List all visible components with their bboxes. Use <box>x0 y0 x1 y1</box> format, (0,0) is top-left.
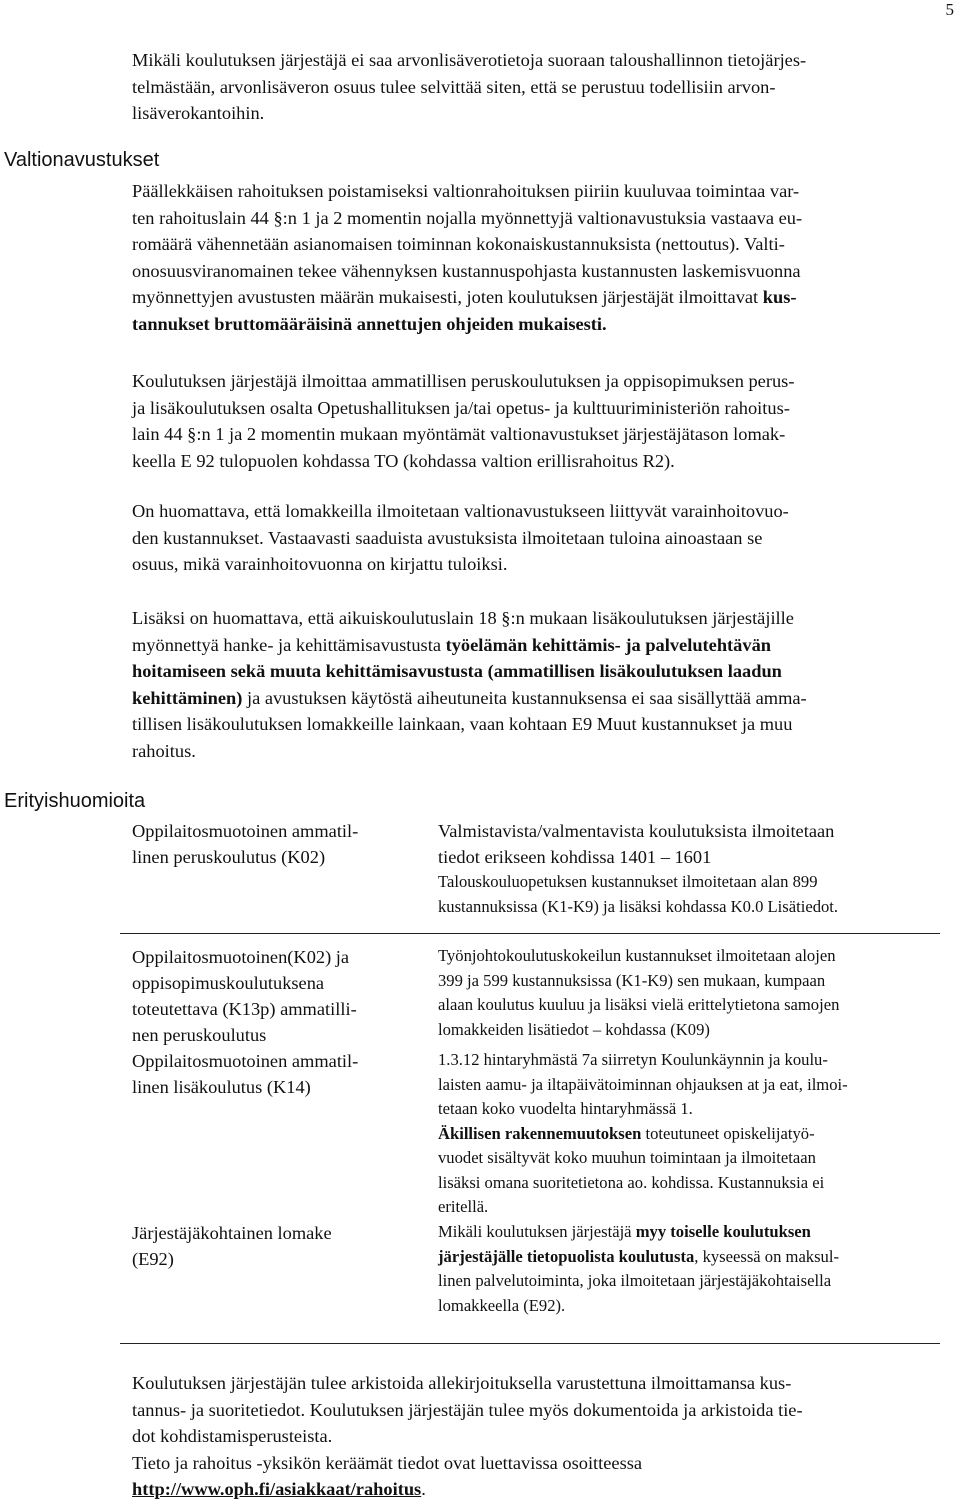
text-line: Työnjohtokoulutuskokeilun kustannukset ilmoitetaan alojen <box>438 946 836 965</box>
text-line: Koulutuksen järjestäjän tulee arkistoida allekirjoituksella varustettuna ilmoittamansa kus- <box>132 1373 792 1393</box>
bold-text: myy toiselle koulutuksen <box>635 1222 811 1241</box>
text-line: On huomattava, että lomakkeilla ilmoitetaan valtionavustukseen liittyvät varainhoitovuo- <box>132 501 789 521</box>
text-line: rahoitus. <box>132 740 196 761</box>
valtionavustukset-paragraph-1 <box>132 178 958 337</box>
closing-paragraph <box>132 1370 958 1503</box>
text-span: toteutuneet opiskelijatyö- <box>641 1123 815 1143</box>
text-line <box>438 1122 848 1147</box>
text-line <box>438 1220 839 1245</box>
text-line <box>132 685 958 712</box>
text-line: nen peruskoulutus <box>132 1025 267 1045</box>
table-cell-note <box>434 1048 848 1220</box>
text-line: Oppilaitosmuotoinen(K02) ja <box>132 947 350 967</box>
text-line: lisäverokantoihin. <box>132 103 265 123</box>
text-line: den kustannukset. Vastaavasti saaduista avustuksista ilmoitetaan tuloina ainoastaan se <box>132 527 763 548</box>
bold-text: Äkillisen rakennemuutoksen <box>438 1123 642 1143</box>
text-line: ja lisäkoulutuksen osalta Opetushallituksen ja/tai opetus- ja kulttuuriministeriön rahoitus- <box>132 397 790 418</box>
text-line: Mikäli koulutuksen järjestäjä ei saa arvonlisäverotietoja suoraan taloushallinnon tietojärjes- <box>132 50 807 70</box>
bold-text: työelämän kehittämis- ja palvelutehtävän <box>445 634 771 655</box>
text-line <box>132 1476 958 1503</box>
text-line: romäärä vähennetään asianomaisen toiminnan kokonaiskustannuksista (nettoutus). Valti- <box>132 234 785 254</box>
text-line: laisten aamu- ja iltapäivätoiminnan ohjauksen at ja eat, ilmoi- <box>438 1074 848 1094</box>
table-cell-type <box>120 818 358 870</box>
text-line: (E92) <box>132 1249 174 1269</box>
text-line: tetaan koko vuodelta hintaryhmässä 1. <box>438 1099 693 1118</box>
text-line: dot kohdistamisperusteista. <box>132 1426 333 1446</box>
table-cell-type <box>120 944 357 1048</box>
text-line: lomakkeella (E92). <box>438 1295 566 1315</box>
text-line: oppisopimuskoulutuksena <box>132 973 325 993</box>
text-span: ja avustuksen käytöstä aiheutuneita kustannuksensa ei saa sisällyttää amma- <box>242 687 807 708</box>
text-line: 399 ja 599 kustannuksissa (K1-K9) sen mukaan, kumpaan <box>438 970 826 990</box>
text-line: lain 44 §:n 1 ja 2 momentin mukaan myöntämät valtionavustukset järjestäjätason lomak- <box>132 424 786 444</box>
text-line: alaan koulutus kuuluu ja lisäksi vielä erittelytietona samojen <box>438 995 840 1014</box>
bold-text: kehittäminen) <box>132 687 243 708</box>
bold-text: tannukset bruttomääräisinä annettujen ohjeiden mukaisesti. <box>132 313 607 334</box>
text-line: linen palvelutoiminta, joka ilmoitetaan järjestäjäkohtaisella <box>438 1271 832 1290</box>
text-line: Valmistavista/valmentavista koulutuksista ilmoitetaan <box>438 821 835 841</box>
text-line: Järjestäjäkohtainen lomake <box>132 1223 332 1243</box>
text-span: myönnettyjen avustusten määrän mukaisesti, joten koulutuksen järjestäjät ilmoittavat <box>132 287 763 307</box>
text-line <box>132 284 958 311</box>
text-line: linen peruskoulutus (K02) <box>132 847 326 867</box>
text-line: kustannuksissa (K1-K9) ja lisäksi kohdassa K0.0 Lisätiedot. <box>438 896 839 916</box>
text-line: Tieto ja rahoitus -yksikön keräämät tiedot ovat luettavissa osoitteessa <box>132 1452 643 1473</box>
table-cell-note <box>434 944 839 1042</box>
text-line <box>132 658 958 685</box>
table-cell-note <box>434 818 838 919</box>
text-line: Lisäksi on huomattava, että aikuiskoulutuslain 18 §:n mukaan lisäkoulutuksen järjestäjille <box>132 608 794 628</box>
text-line: Päällekkäisen rahoituksen poistamiseksi valtionrahoituksen piiriin kuuluvaa toimintaa var- <box>132 181 800 201</box>
text-line: telmästään, arvonlisäveron osuus tulee selvittää siten, että se perustuu todellisiin arvon- <box>132 76 776 97</box>
text-line: tillisen lisäkoulutuksen lomakkeille lainkaan, vaan kohtaan E9 Muut kustannukset ja muu <box>132 714 793 734</box>
text-line: Koulutuksen järjestäjä ilmoittaa ammatillisen peruskoulutuksen ja oppisopimuksen perus- <box>132 371 795 391</box>
text-line: Oppilaitosmuotoinen ammatil- <box>132 821 359 841</box>
text-line: eritellä. <box>438 1197 489 1216</box>
page-number: 5 <box>945 0 954 19</box>
text-line <box>132 311 958 338</box>
text-span: , kyseessä on maksul- <box>694 1246 839 1266</box>
text-line <box>438 1245 839 1270</box>
table-cell-type <box>120 1048 358 1100</box>
bold-text: järjestäjälle tietopuolista koulutusta <box>438 1246 695 1266</box>
bold-text: kus- <box>762 287 797 307</box>
text-line: Oppilaitosmuotoinen ammatil- <box>132 1051 359 1071</box>
table-row-divider <box>120 933 940 934</box>
intro-paragraph <box>132 47 958 127</box>
text-line: linen lisäkoulutus (K14) <box>132 1077 311 1097</box>
text-line: osuus, mikä varainhoitovuonna on kirjattu tuloiksi. <box>132 554 508 574</box>
text-line: tannus- ja suoritetiedot. Koulutuksen järjestäjän tulee myös dokumentoida ja arkistoida tie- <box>132 1399 803 1420</box>
text-line: toteutettava (K13p) ammatilli- <box>132 999 357 1019</box>
text-span: . <box>421 1479 426 1499</box>
text-line: keella E 92 tulopuolen kohdassa TO (kohdassa valtion erillisrahoitus R2). <box>132 450 675 471</box>
table-bottom-divider <box>120 1343 940 1344</box>
text-span: Mikäli koulutuksen järjestäjä <box>438 1222 636 1241</box>
text-line: 1.3.12 hintaryhmästä 7a siirretyn Koulunkäynnin ja koulu- <box>438 1050 828 1069</box>
text-line: onosuusviranomainen tekee vähennyksen kustannuspohjasta kustannusten laskemisvuonna <box>132 260 801 281</box>
text-line: lisäksi omana suoritetietona ao. kohdissa. Kustannuksia ei <box>438 1172 825 1192</box>
valtionavustukset-paragraph-4 <box>132 605 958 764</box>
section-heading-valtionavustukset: Valtionavustukset <box>4 149 160 171</box>
table-cell-type <box>120 1220 332 1272</box>
section-heading-erityishuomioita: Erityishuomioita <box>4 790 146 812</box>
text-line: tiedot erikseen kohdissa 1401 – 1601 <box>438 847 712 867</box>
rahoitus-link[interactable]: http://www.oph.fi/asiakkaat/rahoitus <box>132 1479 422 1499</box>
bold-text: hoitamiseen sekä muuta kehittämisavustusta (ammatillisen lisäkoulutuksen laadun <box>132 661 782 681</box>
text-line: vuodet sisältyvät koko muuhun toimintaan ja ilmoitetaan <box>438 1148 816 1167</box>
text-line <box>132 632 958 659</box>
valtionavustukset-paragraph-2 <box>132 368 958 474</box>
table-cell-note <box>434 1220 839 1318</box>
text-line: ten rahoituslain 44 §:n 1 ja 2 momentin nojalla myönnettyjä valtionavustuksia vastaava eu- <box>132 207 803 228</box>
text-line: Talouskouluopetuksen kustannukset ilmoitetaan alan 899 <box>438 872 818 891</box>
valtionavustukset-paragraph-3 <box>132 498 958 578</box>
text-span: myönnettyä hanke- ja kehittämisavustusta <box>132 634 446 655</box>
text-line: lomakkeiden lisätiedot – kohdassa (K09) <box>438 1019 710 1039</box>
